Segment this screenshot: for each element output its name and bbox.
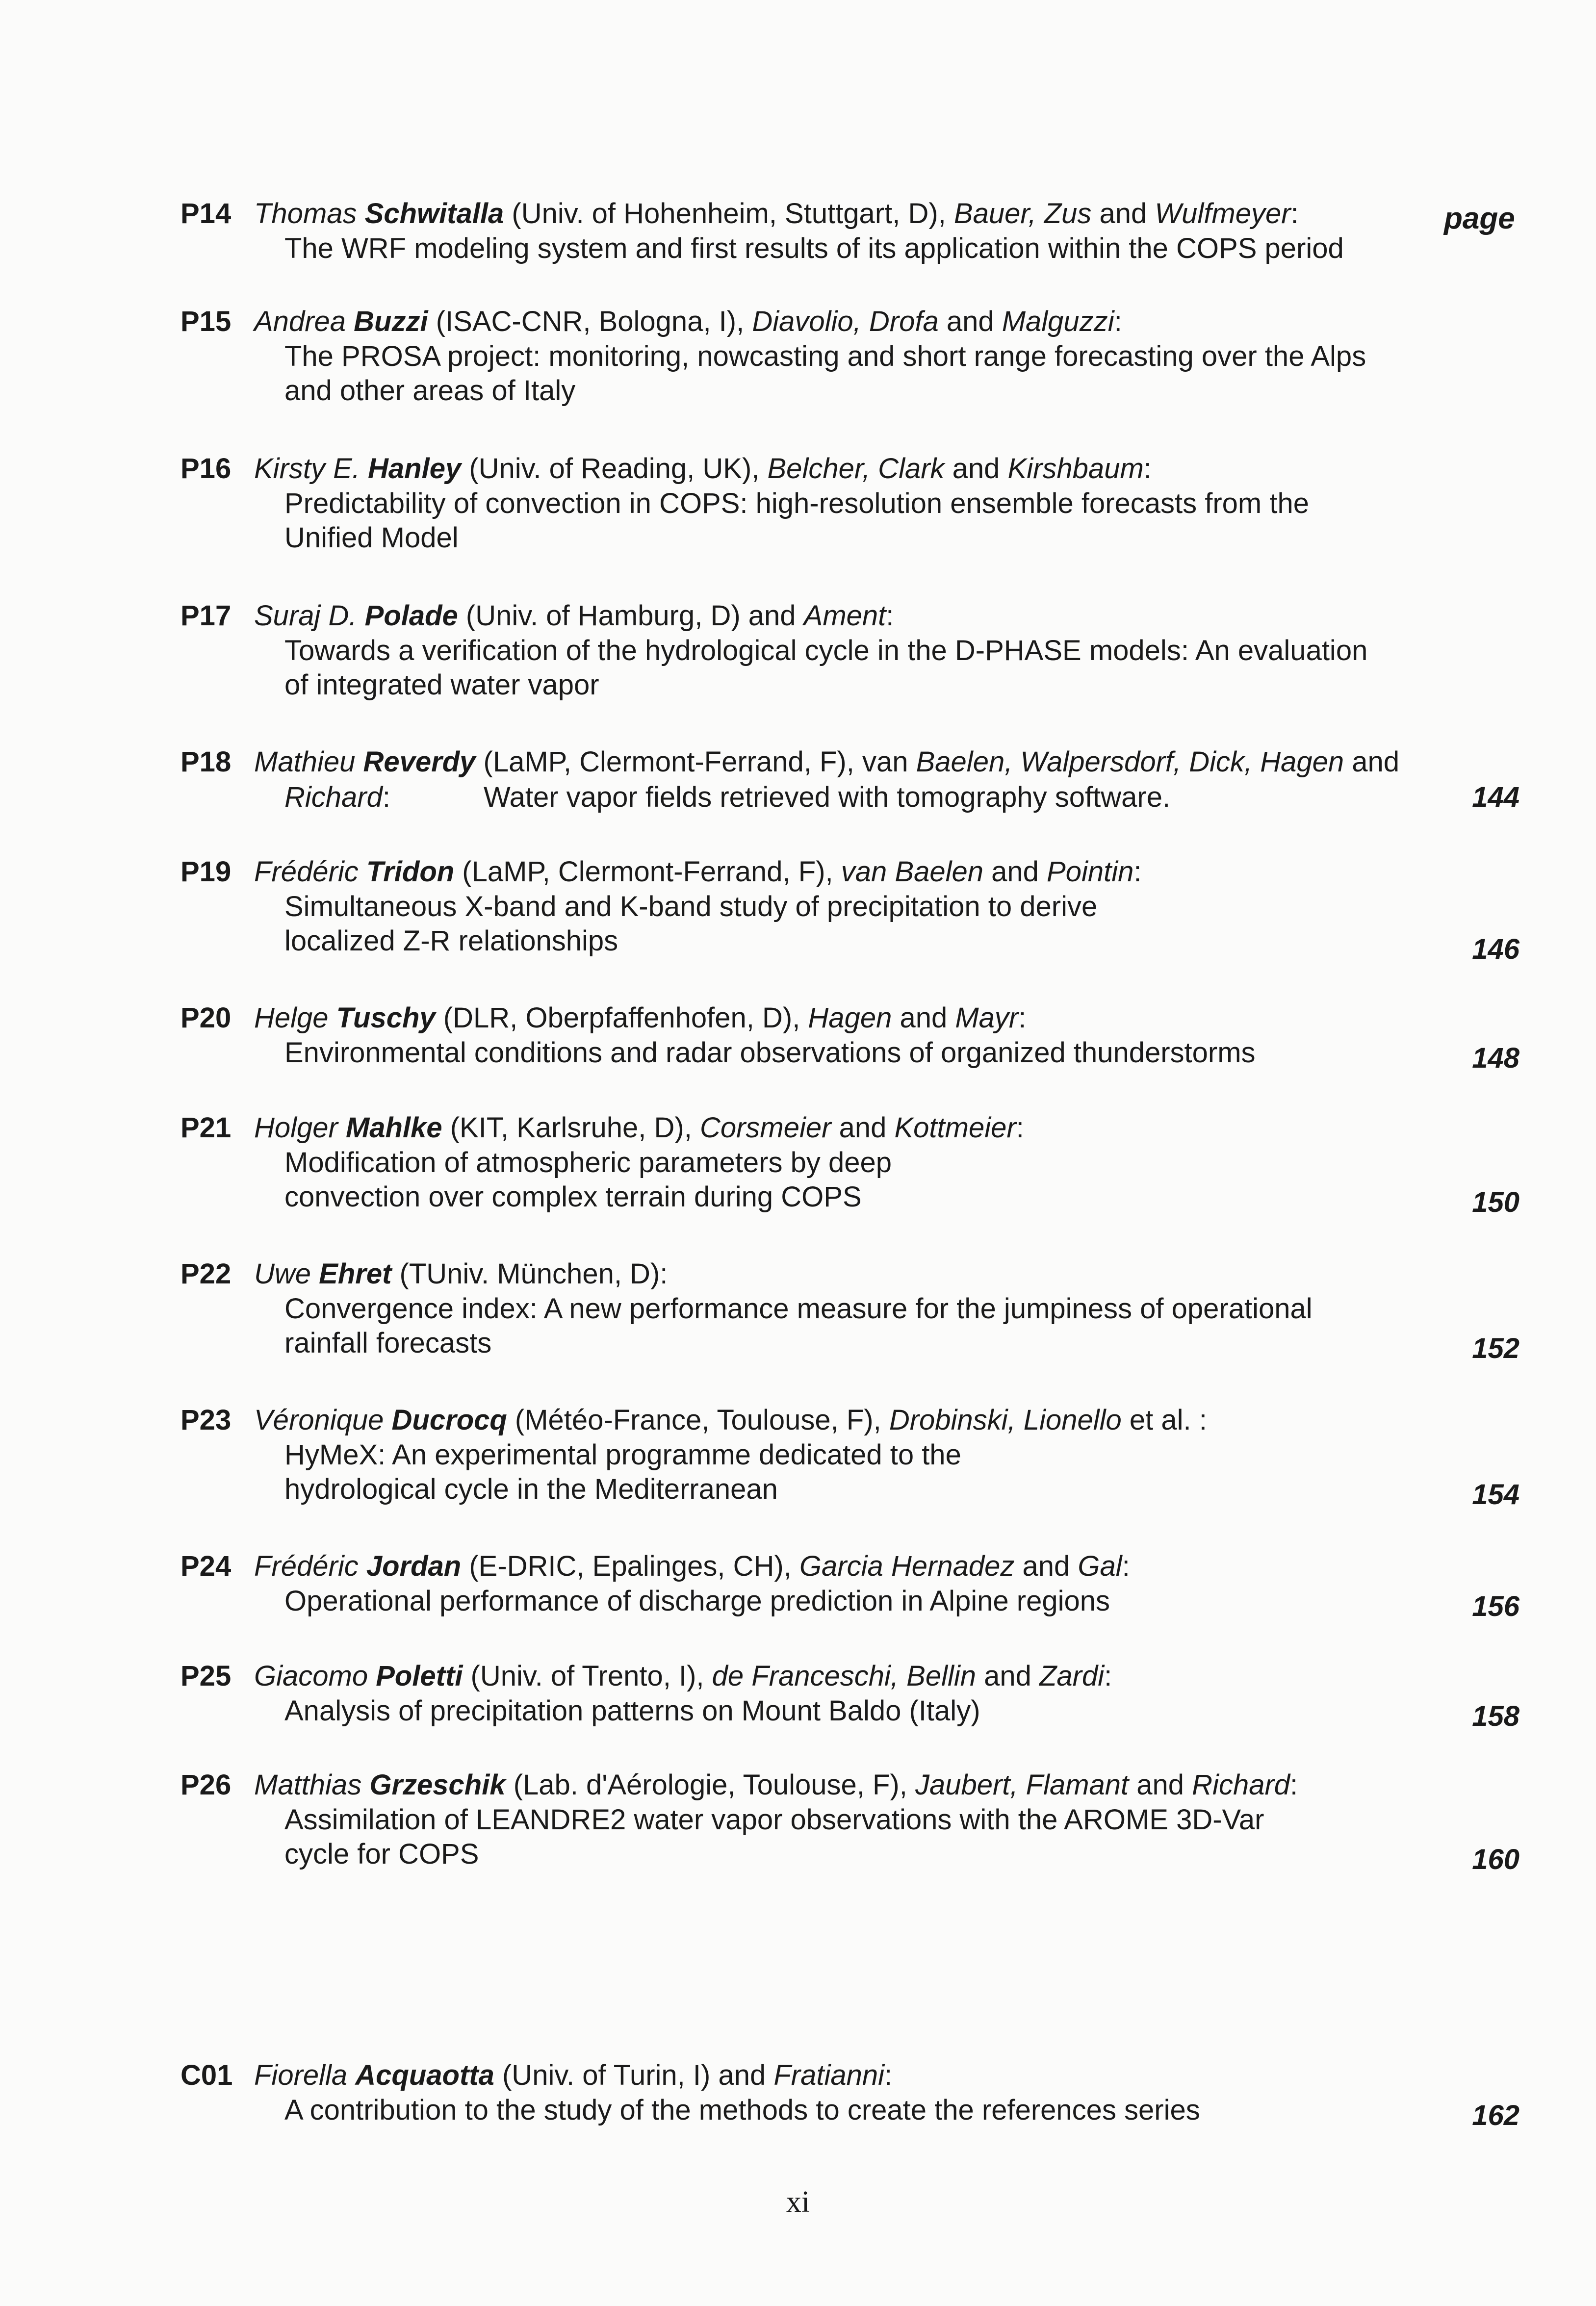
- page-number: 150: [1472, 1186, 1519, 1218]
- toc-entry: [180, 451, 1519, 555]
- coauthors: Diavolio, Drofa: [752, 306, 939, 337]
- page-number: 144: [1472, 781, 1519, 813]
- last-author: Fratianni: [773, 2059, 884, 2091]
- toc-entry: [180, 1768, 1519, 1875]
- author-surname: Buzzi: [354, 306, 428, 337]
- affiliation: (LaMP, Clermont-Ferrand, F),: [454, 856, 841, 888]
- affiliation: (Météo-France, Toulouse, F),: [507, 1404, 889, 1436]
- author-first: Mathieu: [254, 746, 363, 778]
- toc-entry: [180, 1549, 1519, 1622]
- affiliation: (ISAC-CNR, Bologna, I),: [428, 306, 752, 337]
- toc-entry: [180, 744, 1519, 815]
- author-surname: Acquaotta: [355, 2059, 494, 2091]
- entry-title: The PROSA project: monitoring, nowcasting and short range forecasting over the Alps and other areas of Italy: [284, 340, 1366, 407]
- entry-code: P25: [180, 1660, 232, 1692]
- entry-title: Towards a verification of the hydrological cycle in the D-PHASE models: An evaluation of integrated water vapor: [284, 635, 1368, 701]
- colon: :: [1018, 1002, 1027, 1034]
- coauthors: Belcher, Clark: [767, 453, 945, 485]
- last-author: Gal: [1078, 1550, 1122, 1582]
- affiliation: (Lab. d'Aérologie, Toulouse, F),: [505, 1769, 915, 1801]
- author-first: Matthias: [254, 1769, 370, 1801]
- toc-entry: [180, 598, 1519, 702]
- author-surname: Schwitalla: [364, 198, 504, 230]
- author-first: Thomas: [254, 198, 365, 230]
- page-number: 146: [1472, 933, 1519, 965]
- entry-code: P19: [180, 856, 232, 888]
- affiliation: (Univ. of Hohenheim, Stuttgart, D),: [504, 198, 954, 230]
- page-number: 152: [1472, 1332, 1519, 1364]
- entry-title: Convergence index: A new performance measure for the jumpiness of operational rainfall forecasts: [284, 1293, 1313, 1359]
- page-column-header: page: [1444, 202, 1515, 235]
- page-number: 148: [1472, 1042, 1519, 1074]
- page-number: 160: [1472, 1844, 1519, 1875]
- colon: :: [1122, 1550, 1130, 1582]
- colon: :: [1290, 1769, 1298, 1801]
- entry-title: Operational performance of discharge prediction in Alpine regions: [284, 1585, 1110, 1617]
- and-text: and: [938, 306, 1002, 337]
- last-author: Wulfmeyer: [1155, 198, 1291, 230]
- coauthors: de Franceschi, Bellin: [712, 1660, 976, 1692]
- entry-code: P20: [180, 1002, 232, 1034]
- affiliation: (KIT, Karlsruhe, D),: [442, 1112, 700, 1144]
- page-number: 154: [1472, 1479, 1519, 1511]
- coauthors: Corsmeier: [699, 1112, 831, 1144]
- and-text: and: [983, 856, 1047, 888]
- coauthors: Bauer, Zus: [953, 198, 1092, 230]
- affiliation: (Univ. of Hamburg, D) and: [458, 600, 804, 632]
- entry-title: Environmental conditions and radar observations of organized thunderstorms: [284, 1037, 1256, 1069]
- and-text: and: [1129, 1769, 1192, 1801]
- page-number: 162: [1472, 2100, 1519, 2131]
- author-first: Frédéric: [254, 1550, 366, 1582]
- and-text: and: [1344, 746, 1400, 778]
- last-author: Richard: [284, 781, 383, 813]
- and-text: and: [831, 1112, 895, 1144]
- last-author: Malguzzi: [1002, 306, 1114, 337]
- entry-code: C01: [180, 2059, 233, 2091]
- author-surname: Hanley: [368, 453, 462, 485]
- author-surname: Grzeschik: [369, 1769, 506, 1801]
- entry-title: Assimilation of LEANDRE2 water vapor observations with the AROME 3D-Var cycle for COPS: [284, 1804, 1264, 1870]
- toc-entry: [180, 304, 1519, 408]
- page-number: 158: [1472, 1700, 1519, 1732]
- entry-code: P23: [180, 1404, 232, 1436]
- entry-title: Water vapor fields retrieved with tomography software.: [483, 781, 1171, 813]
- last-author: Kottmeier: [894, 1112, 1016, 1144]
- coauthors: Baelen, Walpersdorf, Dick, Hagen: [916, 746, 1344, 778]
- toc-entry: [180, 1110, 1519, 1218]
- last-author: Zardi: [1039, 1660, 1105, 1692]
- and-text: and: [944, 453, 1008, 485]
- entry-code: P17: [180, 600, 232, 632]
- and-text: and: [1014, 1550, 1078, 1582]
- author-surname: Ehret: [319, 1258, 392, 1290]
- affiliation: (TUniv. München, D):: [391, 1258, 668, 1290]
- colon: :: [382, 781, 390, 813]
- entry-code: P22: [180, 1258, 232, 1290]
- entry-title: The WRF modeling system and first results of its application within the COPS period: [284, 232, 1344, 264]
- author-surname: Jordan: [366, 1550, 462, 1582]
- last-author: Pointin: [1047, 856, 1134, 888]
- and-text: et al. :: [1121, 1404, 1207, 1436]
- toc-entry: [180, 196, 1519, 266]
- entry-title: Analysis of precipitation patterns on Mount Baldo (Italy): [284, 1695, 980, 1727]
- author-first: Andrea: [254, 306, 354, 337]
- entry-code: P16: [180, 453, 232, 485]
- affiliation: (Univ. of Turin, I) and: [494, 2059, 774, 2091]
- entry-title: Simultaneous X-band and K-band study of precipitation to derive localized Z-R relationships: [284, 891, 1098, 957]
- and-text: and: [976, 1660, 1039, 1692]
- coauthors: Hagen: [808, 1002, 892, 1034]
- last-author: Mayr: [955, 1002, 1019, 1034]
- author-surname: Poletti: [376, 1660, 463, 1692]
- entry-code: P26: [180, 1769, 232, 1801]
- author-first: Kirsty E.: [254, 453, 368, 485]
- colon: :: [886, 600, 894, 632]
- entry-code: P24: [180, 1550, 232, 1582]
- colon: :: [1143, 453, 1152, 485]
- toc-entry: [180, 2058, 1519, 2131]
- author-first: Suraj D.: [254, 600, 365, 632]
- last-author: Ament: [803, 600, 886, 632]
- author-first: Fiorella: [254, 2059, 356, 2091]
- author-surname: Tridon: [366, 856, 455, 888]
- author-first: Holger: [254, 1112, 346, 1144]
- affiliation: (E-DRIC, Epalinges, CH),: [461, 1550, 799, 1582]
- author-first: Uwe: [254, 1258, 319, 1290]
- last-author: Kirshbaum: [1007, 453, 1144, 485]
- author-surname: Mahlke: [345, 1112, 442, 1144]
- coauthors: Drobinski, Lionello: [889, 1404, 1122, 1436]
- entry-code: P18: [180, 746, 232, 778]
- toc-entry: [180, 1000, 1519, 1074]
- author-surname: Tuschy: [336, 1002, 436, 1034]
- author-surname: Reverdy: [363, 746, 476, 778]
- entry-code: P21: [180, 1112, 232, 1144]
- entry-title: HyMeX: An experimental programme dedicated to the hydrological cycle in the Mediterranean: [284, 1439, 961, 1505]
- coauthors: van Baelen: [841, 856, 984, 888]
- entry-code: P14: [180, 198, 232, 230]
- colon: :: [1290, 198, 1299, 230]
- colon: :: [884, 2059, 893, 2091]
- author-first: Giacomo: [254, 1660, 376, 1692]
- coauthors: Garcia Hernadez: [799, 1550, 1015, 1582]
- entry-title: A contribution to the study of the methods to create the references series: [284, 2094, 1200, 2126]
- author-surname: Ducrocq: [391, 1404, 507, 1436]
- affiliation: (DLR, Oberpfaffenhofen, D),: [435, 1002, 808, 1034]
- coauthors: Jaubert, Flamant: [915, 1769, 1129, 1801]
- page-folio: xi: [786, 2185, 810, 2219]
- author-first: Frédéric: [254, 856, 366, 888]
- author-first: Véronique: [254, 1404, 392, 1436]
- colon: :: [1104, 1660, 1112, 1692]
- entry-code: P15: [180, 306, 232, 337]
- toc-entry: [180, 1256, 1519, 1364]
- toc-entry: [180, 1659, 1519, 1732]
- affiliation: (LaMP, Clermont-Ferrand, F), van: [475, 746, 916, 778]
- colon: :: [1114, 306, 1122, 337]
- colon: :: [1016, 1112, 1024, 1144]
- and-text: and: [892, 1002, 955, 1034]
- affiliation: (Univ. of Reading, UK),: [461, 453, 768, 485]
- toc-entry: [180, 854, 1519, 965]
- and-text: and: [1091, 198, 1155, 230]
- colon: :: [1133, 856, 1142, 888]
- affiliation: (Univ. of Trento, I),: [463, 1660, 712, 1692]
- page-number: 156: [1472, 1590, 1519, 1622]
- last-author: Richard: [1192, 1769, 1290, 1801]
- author-first: Helge: [254, 1002, 336, 1034]
- author-surname: Polade: [364, 600, 458, 632]
- entry-title: Modification of atmospheric parameters by deep convection over complex terrain during COPS: [284, 1147, 892, 1213]
- entry-title: Predictability of convection in COPS: high-resolution ensemble forecasts from the Unified Model: [284, 487, 1309, 554]
- toc-entry: [180, 1403, 1519, 1511]
